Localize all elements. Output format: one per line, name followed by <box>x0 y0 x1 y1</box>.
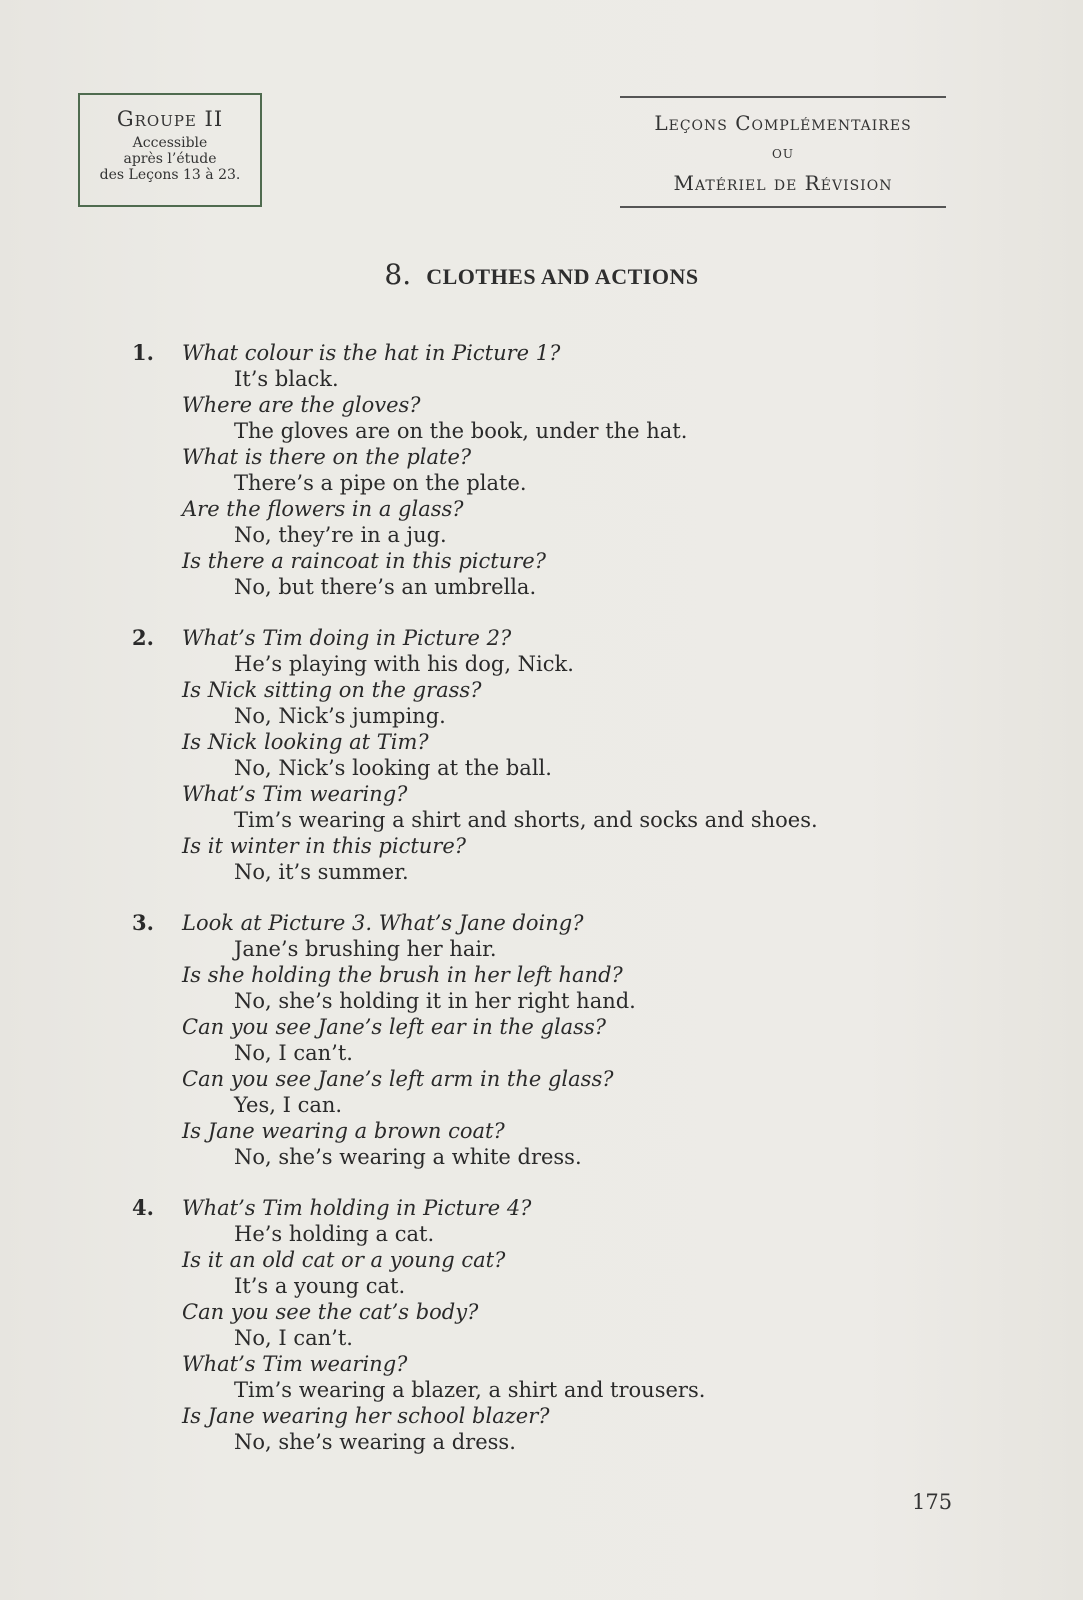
question-line <box>120 496 1020 522</box>
answer-line <box>120 651 1020 677</box>
question-text: What is there on the plate? <box>182 445 472 469</box>
lessons-heading <box>620 96 946 208</box>
answer-text: He’s playing with his dog, Nick. <box>234 652 574 676</box>
question-text: What colour is the hat in Picture 1? <box>182 341 561 365</box>
question-line <box>120 1118 1020 1144</box>
question-line <box>120 1014 1020 1040</box>
answer-line <box>120 859 1020 885</box>
question-line <box>120 625 1020 651</box>
answer-text: No, she’s wearing a white dress. <box>234 1145 582 1169</box>
question-text: Is Jane wearing her school blazer? <box>182 1404 550 1428</box>
answer-line <box>120 1325 1020 1351</box>
question-text: Can you see Jane’s left ear in the glass? <box>182 1015 606 1039</box>
question-line <box>120 392 1020 418</box>
answer-line <box>120 988 1020 1014</box>
answer-text: There’s a pipe on the plate. <box>234 471 527 495</box>
group-line-1: Accessible <box>132 135 208 151</box>
question-text: Is Nick sitting on the grass? <box>182 678 482 702</box>
answer-text: He’s holding a cat. <box>234 1222 435 1246</box>
group-line-3: des Leçons 13 à 23. <box>99 167 241 183</box>
question-line <box>120 1247 1020 1273</box>
lessons-line-3: Matériel de Révision <box>673 171 893 195</box>
answer-text: Tim’s wearing a shirt and shorts, and socks and shoes. <box>234 808 818 832</box>
question-text: Can you see Jane’s left arm in the glass? <box>182 1067 614 1091</box>
question-text: Is there a raincoat in this picture? <box>182 549 546 573</box>
question-text: What’s Tim wearing? <box>182 782 408 806</box>
answer-line <box>120 1221 1020 1247</box>
answer-text: The gloves are on the book, under the hat. <box>234 419 688 443</box>
answer-text: No, I can’t. <box>234 1041 353 1065</box>
section-number: 4. <box>132 1195 154 1220</box>
question-text: Is Jane wearing a brown coat? <box>182 1119 505 1143</box>
answer-line <box>120 1144 1020 1170</box>
answer-line <box>120 1092 1020 1118</box>
question-line <box>120 1066 1020 1092</box>
answer-text: No, but there’s an umbrella. <box>234 575 537 599</box>
answer-text: Jane’s brushing her hair. <box>234 937 497 961</box>
answer-line <box>120 418 1020 444</box>
question-line <box>120 444 1020 470</box>
question-text: Can you see the cat’s body? <box>182 1300 479 1324</box>
group-line-2: après l’étude <box>123 151 217 167</box>
question-line <box>120 1299 1020 1325</box>
lessons-line-1: Leçons Complémentaires <box>654 111 912 135</box>
answer-text: No, they’re in a jug. <box>234 523 447 547</box>
answer-line <box>120 936 1020 962</box>
answer-text: No, she’s holding it in her right hand. <box>234 989 636 1013</box>
question-text: Where are the gloves? <box>182 393 421 417</box>
exercise-section <box>120 1195 1020 1455</box>
answer-text: No, it’s summer. <box>234 860 409 884</box>
answer-text: No, Nick’s jumping. <box>234 704 446 728</box>
answer-line <box>120 522 1020 548</box>
question-line <box>120 1403 1020 1429</box>
group-box <box>78 93 262 207</box>
answer-line <box>120 807 1020 833</box>
answer-line <box>120 755 1020 781</box>
exercise-section <box>120 910 1020 1170</box>
question-text: Is she holding the brush in her left hand? <box>182 963 623 987</box>
question-text: What’s Tim doing in Picture 2? <box>182 626 512 650</box>
answer-line <box>120 470 1020 496</box>
question-line <box>120 340 1020 366</box>
question-line <box>120 548 1020 574</box>
answer-line <box>120 1273 1020 1299</box>
answer-line <box>120 1377 1020 1403</box>
answer-text: No, I can’t. <box>234 1326 353 1350</box>
answer-text: It’s a young cat. <box>234 1274 406 1298</box>
group-title: Groupe II <box>116 107 224 131</box>
section-number: 3. <box>132 910 154 935</box>
section-number: 2. <box>132 625 154 650</box>
question-text: Is Nick looking at Tim? <box>182 730 429 754</box>
question-line <box>120 677 1020 703</box>
exercise-section <box>120 625 1020 885</box>
answer-line <box>120 1040 1020 1066</box>
question-line <box>120 962 1020 988</box>
page-title <box>0 258 1083 291</box>
group-subtitle <box>80 135 260 183</box>
answer-line <box>120 703 1020 729</box>
question-text: What’s Tim holding in Picture 4? <box>182 1196 532 1220</box>
question-line <box>120 833 1020 859</box>
question-line <box>120 1195 1020 1221</box>
answer-text: Yes, I can. <box>234 1093 343 1117</box>
question-line <box>120 910 1020 936</box>
title-text: CLOTHES AND ACTIONS <box>426 264 699 289</box>
answer-line <box>120 1429 1020 1455</box>
question-line <box>120 729 1020 755</box>
answer-line <box>120 366 1020 392</box>
question-text: Is it an old cat or a young cat? <box>182 1248 506 1272</box>
exercise-sections <box>120 340 1020 1480</box>
title-number: 8. <box>384 258 412 291</box>
section-number: 1. <box>132 340 154 365</box>
lessons-line-2: ou <box>772 143 794 163</box>
question-line <box>120 781 1020 807</box>
answer-line <box>120 574 1020 600</box>
answer-text: No, Nick’s looking at the ball. <box>234 756 552 780</box>
exercise-section <box>120 340 1020 600</box>
answer-text: It’s black. <box>234 367 339 391</box>
answer-text: Tim’s wearing a blazer, a shirt and trousers. <box>234 1378 706 1402</box>
question-text: Are the flowers in a glass? <box>182 497 464 521</box>
question-text: What’s Tim wearing? <box>182 1352 408 1376</box>
answer-text: No, she’s wearing a dress. <box>234 1430 516 1454</box>
question-line <box>120 1351 1020 1377</box>
question-text: Look at Picture 3. What’s Jane doing? <box>182 911 584 935</box>
page-number: 175 <box>912 1490 953 1514</box>
question-text: Is it winter in this picture? <box>182 834 467 858</box>
